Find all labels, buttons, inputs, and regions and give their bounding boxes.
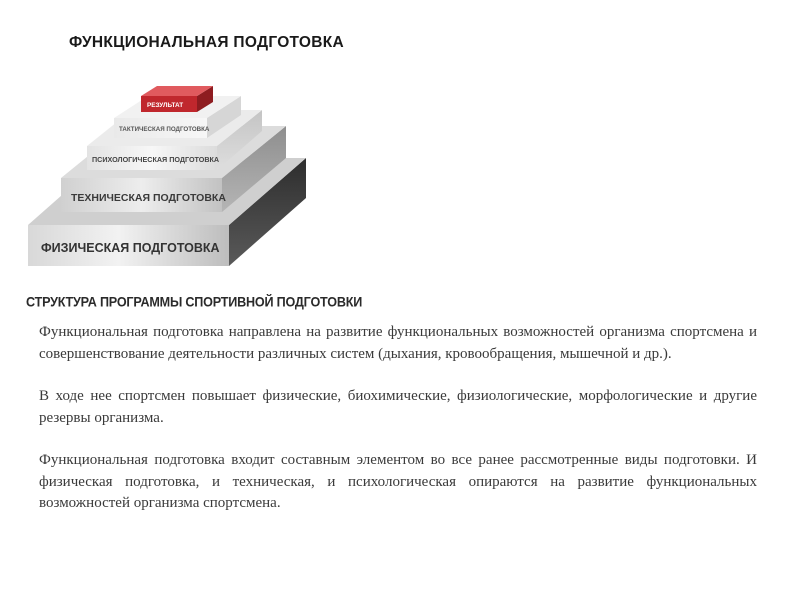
paragraph-1: Функциональная подготовка направлена на развитие функциональных возможностей организма спортсмена и совершенствование деятельности различных систем (дыхания, кровообращения, мышечной и др.).: [39, 324, 757, 362]
pyramid-label-physical: ФИЗИЧЕСКАЯ ПОДГОТОВКА: [41, 241, 220, 255]
pyramid-label-technical: ТЕХНИЧЕСКАЯ ПОДГОТОВКА: [71, 192, 226, 204]
paragraph-2: В ходе нее спортсмен повышает физические, биохимические, физиологические, морфологические и другие резервы организма.: [39, 388, 757, 426]
body-text: [39, 322, 757, 536]
pyramid-label-result: РЕЗУЛЬТАТ: [147, 102, 184, 109]
pyramid-label-psychological: ПСИХОЛОГИЧЕСКАЯ ПОДГОТОВКА: [92, 155, 220, 164]
slide-title: ФУНКЦИОНАЛЬНАЯ ПОДГОТОВКА: [69, 34, 345, 51]
pyramid-label-tactical: ТАКТИЧЕСКАЯ ПОДГОТОВКА: [119, 126, 210, 133]
paragraph-3: Функциональная подготовка входит составным элементом во все ранее рассмотренные виды подготовки. И физическая подготовка, и техническая, и психологическая опираются на развитие функциональных возможностей организма спортсмена.: [39, 452, 757, 511]
pyramid-caption: СТРУКТУРА ПРОГРАММЫ СПОРТИВНОЙ ПОДГОТОВКИ: [26, 294, 363, 310]
pyramid-level-result: [141, 86, 213, 112]
